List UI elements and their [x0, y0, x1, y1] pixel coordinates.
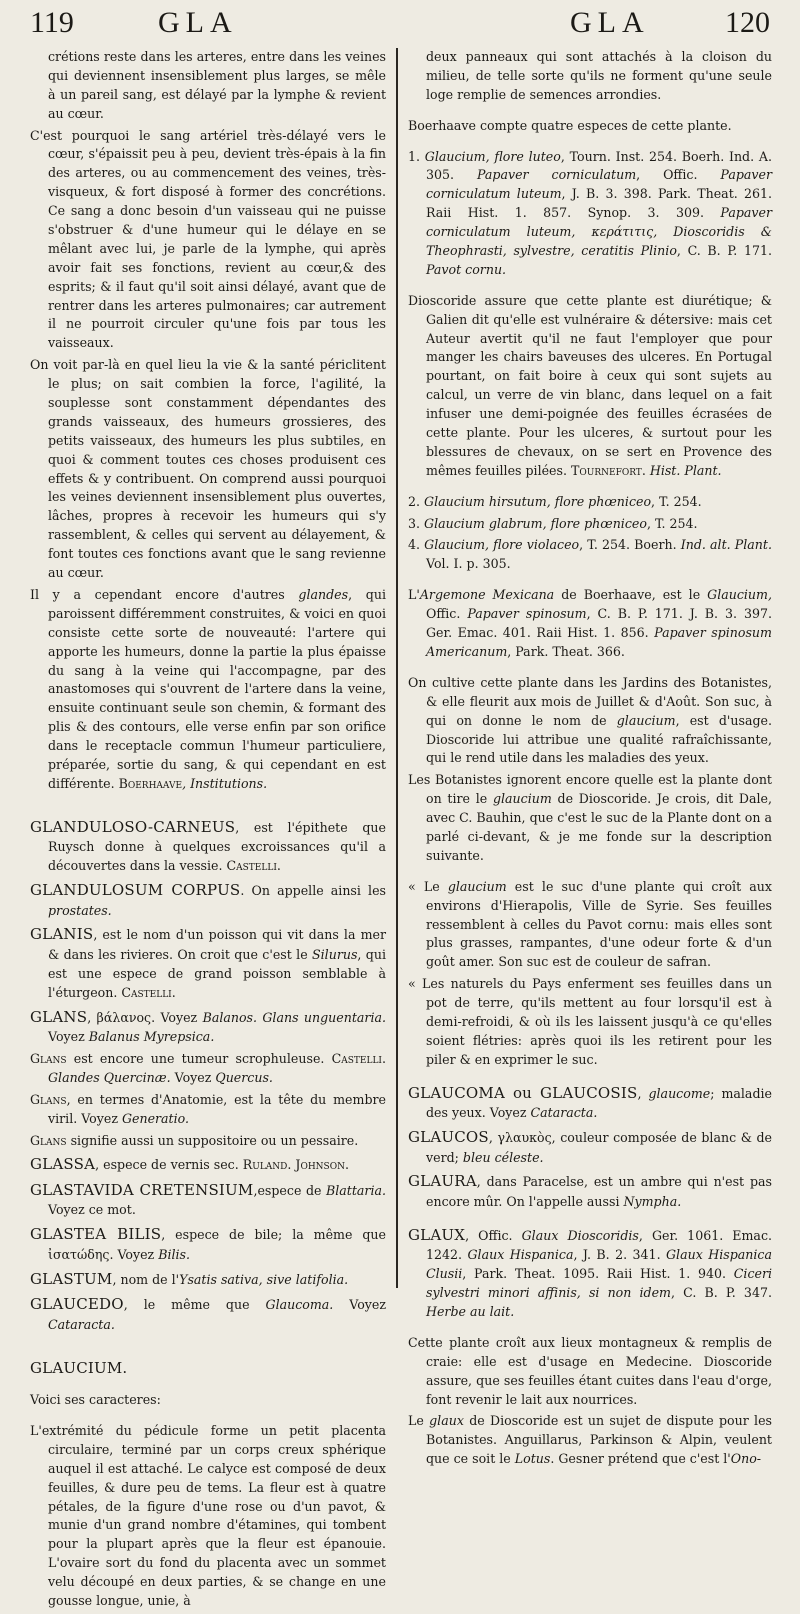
- entry-glastea-bilis: GLASTEA BILIS, espece de bile; la même que ἰσατώδης. Voyez Bilis.: [30, 1225, 386, 1262]
- paragraph: Cette plante croît aux lieux montagneux & remplis de craie: elle est d'usage en Medecine. Dioscoride assure, que ses feuilles étant cuites dans l'eau d'orge, font revenir le lait aux nourrices.: [408, 1334, 772, 1407]
- entry-glanduloso-carneus: GLANDULOSO-CARNEUS, est l'épithete que Ruysch donne à quelques excroissances qu'il a découvertes dans la vessie. Castelli.: [30, 817, 386, 874]
- entry-glassa: GLASSA, espece de vernis sec. Ruland. Johnson.: [30, 1155, 349, 1174]
- entry-glastavida: GLASTAVIDA CRETENSIUM,espece de Blattaria. Voyez ce mot.: [30, 1180, 386, 1218]
- paragraph: crétions reste dans les arteres, entre dans les veines qui deviennent insensiblement plus larges, se mêle à un pareil sang, est délayé par la lymphe & revient au cœur.: [48, 49, 386, 121]
- paragraph: L'extrémité du pédicule forme un petit placenta circulaire, terminé par un corps creux sphérique auquel il est attaché. Le calyce est composé de deux feuilles, & dure peu de tems. La fleur est à quatre pétales, de la figure d'une rose ou d'un pavot, & munie d'un grand nombre d'étamines, qui tombent pour la plupart après que la fleur est épanouie. L'ovaire sort du fond du placenta avec un sommet velu découpé en deux parties, & se change en une gousse longue, unie, à: [30, 1422, 386, 1608]
- entry-glaucos: GLAUCOS, γλαυκὸς, couleur composée de blanc & de verd; bleu céleste.: [408, 1128, 772, 1165]
- entry-glans-suppositoire: Glans signifie aussi un suppositoire ou un pessaire.: [30, 1132, 359, 1148]
- entry-glaucedo: GLAUCEDO, le même que Glaucoma. Voyez Cataracta.: [30, 1295, 386, 1332]
- paragraph: Le glaux de Dioscoride est un sujet de dispute pour les Botanistes. Anguillarus, Parkinson & Alpin, veulent que ce soit le Lotus. Gesner prétend que c'est l'Ono-: [408, 1413, 772, 1467]
- species-entry: 4. Glaucium, flore violaceo, T. 254. Boerh. Ind. alt. Plant. Vol. I. p. 305.: [408, 537, 772, 572]
- right-column: [408, 48, 772, 1472]
- species-entry: 3. Glaucium glabrum, flore phœniceo, T. 254.: [408, 515, 698, 531]
- page-number-left: 119: [30, 6, 74, 39]
- entry-glans: GLANS, βάλανος. Voyez Balanos. Glans unguentaria. Voyez Balanus Myrepsica.: [30, 1007, 386, 1045]
- paragraph: On voit par-là en quel lieu la vie & la santé périclitent le plus; on sait combien la force, l'agilité, la souplesse sont constamment dépendantes des grands vaisseaux, des humeurs grossieres, des petits vaisseaux, des humeurs les plus subtiles, en quoi & comment toutes ces choses produisent ces effets & y contribuent. On comprend aussi pourquoi les veines deviennent insensiblement plus ouvertes, lâches, propres à recevoir les humeurs qui s'y rassemblent, & celles qui servent au délayement, & font toutes ces fonctions avant que le sang revienne au cœur.: [30, 357, 386, 581]
- column-divider: [396, 48, 398, 1288]
- page-number-right: 120: [725, 6, 770, 39]
- quotation: « Les naturels du Pays enferment ses feuilles dans un pot de terre, qu'ils mettent au four lorsqu'il est à demi-refroidi, & où ils les laissent jusqu'à ce qu'elles soient flétries: après quoi ils les retirent pour les piler & en exprimer le suc.: [408, 976, 772, 1067]
- paragraph: deux panneaux qui sont attachés à la cloison du milieu, de telle sorte qu'ils ne forment qu'une seule loge remplie de semences arrondies.: [426, 49, 772, 102]
- entry-glastum: GLASTUM, nom de l'Ysatis sativa, sive latifolia.: [30, 1269, 349, 1288]
- entry-glaux: GLAUX, Offic. Glaux Dioscoridis, Ger. 1061. Emac. 1242. Glaux Hispanica, J. B. 2. 341. Glaux Hispanica Clusii, Park. Theat. 1095. Raii Hist. 1. 940. Ciceri sylvestri minori affinis, si non idem, C. B. P. 347. Herbe au lait.: [408, 1225, 772, 1319]
- paragraph: C'est pourquoi le sang artériel très-délayé vers le cœur, s'épaissit peu à peu, devient très-épais à la fin des arteres, ou au commencement des veines, très-visqueux, & fort disposé à former des concrétions. Ce sang a donc besoin d'un vaisseau qui ne puisse s'obstruer & d'une humeur qui le délaye en se mêlant avec lui, je parle de la lymphe, qui après avoir fait ses fonctions, revient au cœur,& des esprits; & il faut qu'il soit ainsi délayé, avant que de rentrer dans les arteres pulmonaires; car autrement il ne pourroit circuler qu'une fois par tous les vaisseaux.: [30, 127, 386, 351]
- paragraph: Il y a cependant encore d'autres glandes, qui paroissent différemment construites, & voici en quoi consiste cette sorte de nouveauté: l'artere qui apporte les humeurs, donne la partie la plus épaisse du sang à la veine qui l'accompagne, par des anastomoses qui s'ouvrent de l'artere dans la veine, ensuite continuant seule son chemin, & formant des plis & des contours, elle verse enfin par son orifice dans le receptacle commun l'humeur particuliere, préparée, sortie du sang, & qui cependant en est différente. Boerhaave, Institutions.: [30, 586, 386, 791]
- quotation: « Le glaucium est le suc d'une plante qui croît aux environs d'Hierapolis, Ville de Syrie. Ses feuilles ressemblent à celles du Pavot cornu: mais elles sont plus grasses, rampantes, d'une odeur forte & d'un goût amer. Son suc est de couleur de safran.: [408, 878, 772, 970]
- entry-glans-tumeur: Glans est encore une tumeur scrophuleuse. Castelli. Glandes Quercinæ. Voyez Quercus.: [30, 1050, 386, 1085]
- running-title-left: GLA: [158, 6, 238, 39]
- entry-glandulosum-corpus: GLANDULOSUM CORPUS. On appelle ainsi les prostates.: [30, 881, 386, 918]
- paragraph: Dioscoride assure que cette plante est diurétique; & Galien dit qu'elle est vulnéraire & détersive: mais cet Auteur avertit qu'il ne faut l'employer que pour manger les chairs baveuses des ulceres. En Portugal pourtant, on fait boire à ceux qui sont sujets au calcul, un verre de vin blanc, dans lequel on a fait infuser une demi-poignée des feuilles écrasées de cette plante. Pour les ulceres, & surtout pour les blessures de chevaux, on se sert en Provence des mêmes feuilles pilées. Tournefort. Hist. Plant.: [408, 292, 772, 478]
- entry-glaucoma: GLAUCOMA ou GLAUCOSIS, glaucome; maladie des yeux. Voyez Cataracta.: [408, 1083, 772, 1121]
- paragraph: On cultive cette plante dans les Jardins des Botanistes, & elle fleurit aux mois de Juillet & d'Août. Son suc, à qui on donne le nom de glaucium, est d'usage. Dioscoride lui attribue une qualité rafraîchissante, qui le rend utile dans les maladies des yeux.: [408, 674, 772, 766]
- species-entry: 2. Glaucium hirsutum, flore phœniceo, T. 254.: [408, 493, 702, 509]
- entry-glaucium-heading: GLAUCIUM.: [30, 1358, 128, 1377]
- entry-glaura: GLAURA, dans Paracelse, est un ambre qui n'est pas encore mûr. On l'appelle aussi Nympha.: [408, 1172, 772, 1209]
- left-column: [30, 48, 386, 1614]
- paragraph: Voici ses caracteres:: [30, 1392, 161, 1408]
- paragraph: L'Argemone Mexicana de Boerhaave, est le Glaucium, Offic. Papaver spinosum, C. B. P. 171. J. B. 3. 397. Ger. Emac. 401. Raii Hist. 1. 856. Papaver spinosum Americanum, Park. Theat. 366.: [408, 587, 773, 659]
- running-header: [30, 4, 770, 46]
- entry-glans-anatomie: Glans, en termes d'Anatomie, est la tête du membre viril. Voyez Generatio.: [30, 1091, 386, 1126]
- species-entry: 1. Glaucium, flore luteo, Tourn. Inst. 254. Boerh. Ind. A. 305. Papaver corniculatum, Offic. Papaver corniculatum luteum, J. B. 3. 398. Park. Theat. 261. Raii Hist. 1. 857. Synop. 3. 309. Papaver corniculatum luteum, κεράτιτις, Dioscoridis & Theophrasti, sylvestre, ceratitis Plinio, C. B. P. 171. Pavot cornu.: [408, 148, 773, 277]
- running-title-right: GLA: [570, 6, 650, 39]
- entry-glanis: GLANIS, est le nom d'un poisson qui vit dans la mer & dans les rivieres. On croit que c'est le Silurus, qui est une espece de grand poisson semblable à l'éturgeon. Castelli.: [30, 925, 386, 1000]
- paragraph: Les Botanistes ignorent encore quelle est la plante dont on tire le glaucium de Dioscoride. Je crois, dit Dale, avec C. Bauhin, que c'est le suc de la Plante dont on a parlé ci-devant, & je me fonde sur la description suivante.: [408, 772, 772, 863]
- paragraph: Boerhaave compte quatre especes de cette plante.: [408, 117, 732, 133]
